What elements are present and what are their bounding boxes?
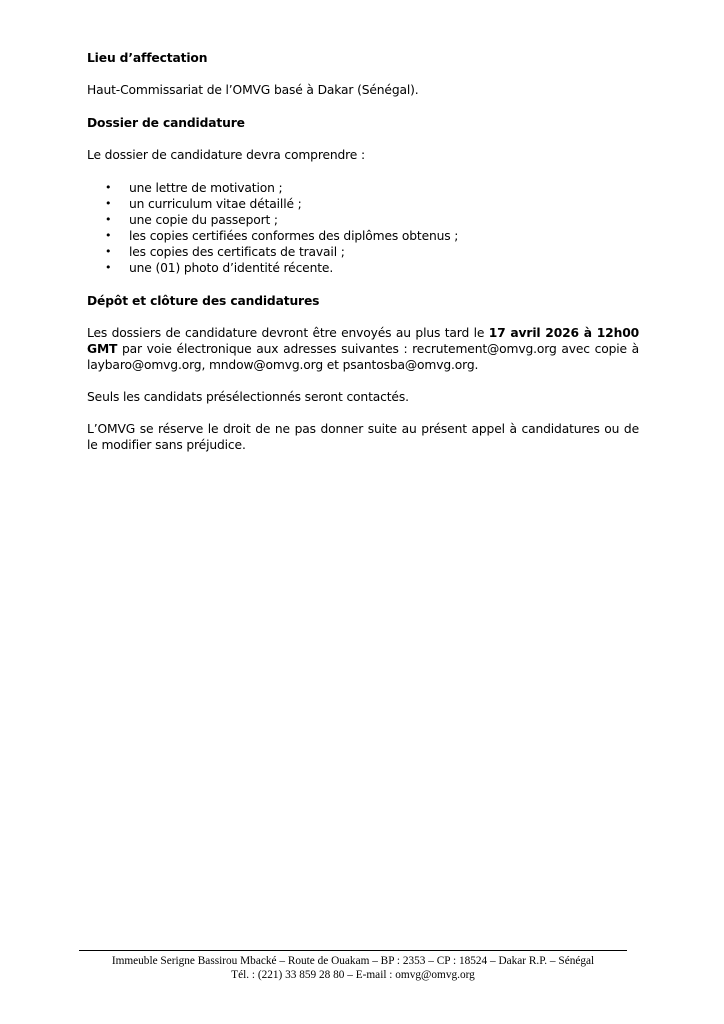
list-item-text: une copie du passeport ;	[129, 213, 278, 227]
list-item-text: une (01) photo d’identité récente.	[129, 261, 334, 275]
list-item	[87, 244, 639, 260]
list-item	[87, 196, 639, 212]
depot-text-after: par voie électronique aux adresses suivantes : recrutement@omvg.org avec copie à laybaro@omvg.org, mndow@omvg.org et psantosba@omvg.org.	[87, 342, 639, 372]
bullet-icon: •	[105, 181, 112, 194]
bullet-icon: •	[105, 197, 112, 210]
list-item	[87, 212, 639, 228]
list-item	[87, 260, 639, 276]
bullet-icon: •	[105, 229, 112, 242]
document-body	[87, 50, 639, 453]
dossier-intro-text: Le dossier de candidature devra comprendre :	[87, 148, 365, 162]
list-item-text: une lettre de motivation ;	[129, 181, 283, 195]
heading-lieu-affectation: Lieu d’affectation	[87, 51, 208, 65]
bullet-icon: •	[105, 213, 112, 226]
page-footer	[79, 950, 627, 982]
bullet-icon: •	[105, 261, 112, 274]
heading-dossier-candidature: Dossier de candidature	[87, 116, 245, 130]
lieu-affectation-text: Haut-Commissariat de l’OMVG basé à Dakar (Sénégal).	[87, 83, 419, 97]
list-item-text: un curriculum vitae détaillé ;	[129, 197, 302, 211]
depot-paragraph-deadline	[87, 325, 639, 373]
depot-paragraph-reserve: L’OMVG se réserve le droit de ne pas donner suite au présent appel à candidatures ou de le modifier sans préjudice.	[87, 422, 639, 452]
depot-paragraph-contact: Seuls les candidats présélectionnés seront contactés.	[87, 390, 409, 404]
deadline-date: 17 avril 2026 à 12h00 GMT	[87, 326, 640, 356]
list-item-text: les copies des certificats de travail ;	[129, 245, 345, 259]
list-item-text: les copies certifiées conformes des diplômes obtenus ;	[129, 229, 459, 243]
dossier-items-list	[87, 180, 639, 276]
list-item	[87, 180, 639, 196]
footer-contact: Tél. : (221) 33 859 28 80 – E-mail : omvg@omvg.org	[231, 969, 475, 981]
footer-address: Immeuble Serigne Bassirou Mbacké – Route de Ouakam – BP : 2353 – CP : 18524 – Dakar R.P. – Sénégal	[111, 955, 595, 967]
heading-depot-cloture: Dépôt et clôture des candidatures	[87, 294, 320, 308]
bullet-icon: •	[105, 245, 112, 258]
depot-text-before: Les dossiers de candidature devront être envoyés au plus tard le	[87, 326, 489, 340]
list-item	[87, 228, 639, 244]
